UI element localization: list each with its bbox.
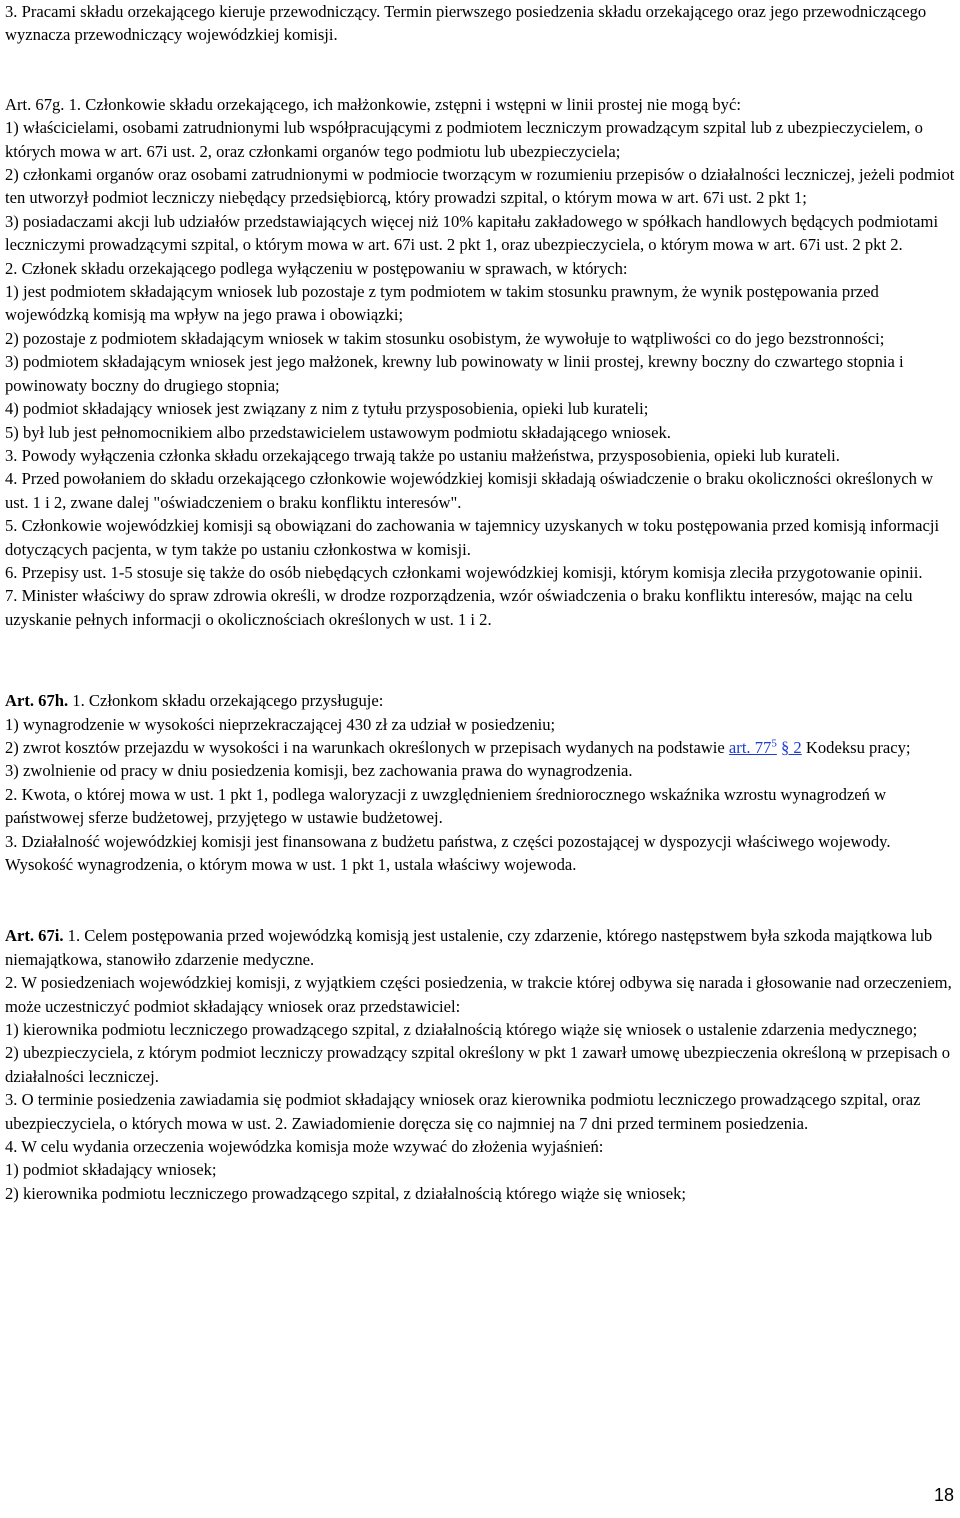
art67g-par-1 — [5, 93, 957, 116]
art67g-par-6: 6. Przepisy ust. 1-5 stosuje się także do osób niebędących członkami wojewódzkiej komisji, którym komisja zleciła przygotowanie opinii. — [5, 562, 923, 582]
art67h-label: Art. 67h. — [5, 691, 69, 711]
art67g-par-7: 7. Minister właściwy do spraw zdrowia określi, w drodze rozporządzenia, wzór oświadczenia o braku konfliktu interesów, mając na celu uzyskanie pełnych informacji o okolicznościach określonych w ust. 1 i 2. — [5, 586, 913, 629]
art67h-point-2-suffix: Kodeksu pracy; — [801, 737, 911, 757]
art67h-par-2: 2. Kwota, o której mowa w ust. 1 pkt 1, podlega waloryzacji z uwzględnieniem średniorocznego wskaźnika wzrostu wynagrodzeń w państwowej sferze budżetowej, przyjętego w ustawie budżetowej. — [5, 784, 887, 828]
art67i-par-4-point-2: 2) kierownika podmiotu leczniczego prowadzącego szpital, z działalnością którego wiąże się wniosek; — [5, 1183, 687, 1203]
art67h-par-3: 3. Działalność wojewódzkiej komisji jest finansowana z budżetu państwa, z części pozostającej w dyspozycji właściwego wojewody. Wysokość wynagrodzenia, o którym mowa w ust. 1 pkt 1, ustala właściwy wojewoda. — [5, 831, 891, 874]
art67i-par-3: 3. O terminie posiedzenia zawiadamia się podmiot składający wniosek oraz kierownika podmiotu leczniczego prowadzącego szpital, oraz ubezpieczyciela, o których mowa w ust. 2. Zawiadomienie doręcza się co najmniej na 7 dni przed terminem posiedzenia. — [5, 1090, 921, 1133]
art67i-par-1 — [5, 924, 957, 971]
art67g-par-2-point-1: 1) jest podmiotem składającym wniosek lub pozostaje z tym podmiotem w takim stosunku prawnym, że wynik postępowania przed wojewódzką komisją ma wpływ na jego prawa i obowiązki; — [5, 282, 879, 325]
article-67h — [5, 689, 957, 876]
kodeks-pracy-art-link[interactable] — [729, 738, 777, 757]
link-art-text: art. 77 — [728, 737, 772, 757]
art67g-par-2-point-4: 4) podmiot składający wniosek jest związany z nim z tytułu przysposobienia, opieki lub kurateli; — [5, 399, 649, 419]
art67g-label: Art. 67g. — [5, 94, 65, 114]
art67i-par-4-point-1: 1) podmiot składający wniosek; — [5, 1160, 217, 1180]
spacer — [5, 47, 957, 93]
art67i-par-1-text: 1. Celem postępowania przed wojewódzką komisją jest ustalenie, czy zdarzenie, którego następstwem była szkoda majątkowa lub niemajątkowa, stanowiło zdarzenie medyczne. — [5, 926, 933, 969]
art67i-par-2: 2. W posiedzeniach wojewódzkiej komisji, z wyjątkiem części posiedzenia, w trakcie której odbywa się narada i głosowanie nad orzeczeniem, może uczestniczyć podmiot składający wniosek oraz przedstawiciel: — [5, 973, 952, 1016]
kodeks-pracy-paragraph-link[interactable]: § 2 — [780, 737, 802, 757]
art67i-par-2-point-1: 1) kierownika podmiotu leczniczego prowadzącego szpital, z działalnością którego wiąże się wniosek o ustalenie zdarzenia medycznego; — [5, 1020, 918, 1040]
art67i-label: Art. 67i. — [5, 926, 64, 946]
art67i-par-2-point-2: 2) ubezpieczyciela, z którym podmiot leczniczy prowadzący szpital określony w pkt 1 zawarł umowę ubezpieczenia określoną w przepisach o działalności leczniczej. — [5, 1043, 951, 1086]
spacer — [5, 876, 957, 924]
art67h-par-1 — [5, 689, 957, 712]
document-page — [5, 0, 957, 1205]
article-67i — [5, 924, 957, 1205]
art67g-par-1-point-2: 2) członkami organów oraz osobami zatrudnionymi w podmiocie tworzącym w rozumieniu przepisów o działalności leczniczej, jeżeli podmiot ten utworzył podmiot leczniczy niebędący przedsiębiorcą, który prowadzi szpital, o którym mowa w art. 67i ust. 2 pkt 1; — [5, 165, 955, 208]
art67g-par-2-point-5: 5) był lub jest pełnomocnikiem albo przedstawicielem ustawowym podmiotu składającego wniosek. — [5, 422, 671, 442]
art67g-par-2: 2. Członek składu orzekającego podlega wyłączeniu w postępowaniu w sprawach, w których: — [5, 258, 628, 278]
art67h-par-1-text: 1. Członkom składu orzekającego przysługuje: — [68, 691, 384, 711]
link-superscript: 5 — [771, 737, 777, 750]
art67g-par-4: 4. Przed powołaniem do składu orzekającego członkowie wojewódzkiej komisji składają oświadczenie o braku okoliczności określonych w ust. 1 i 2, zwane dalej "oświadczeniem o braku konfliktu interesów". — [5, 469, 934, 512]
art67g-par-1-point-3: 3) posiadaczami akcji lub udziałów przedstawiających więcej niż 10% kapitału zakładowego w spółkach handlowych będących podmiotami leczniczymi prowadzącymi szpital, o którym mowa w art. 67i ust. 2 pkt 1, oraz ubezpieczyciela, o którym mowa w art. 67i ust. 2 pkt 2. — [5, 211, 939, 255]
art67h-par-1-point-1: 1) wynagrodzenie w wysokości nieprzekraczającej 430 zł za udział w posiedzeniu; — [5, 714, 556, 734]
art67i-par-4: 4. W celu wydania orzeczenia wojewódzka komisja może wzywać do złożenia wyjaśnień: — [5, 1137, 604, 1157]
page-number: 18 — [933, 1485, 954, 1505]
art67g-par-1-text: 1. Członkowie składu orzekającego, ich małżonkowie, zstępni i wstępni w linii prostej nie mogą być: — [64, 94, 741, 114]
art67h-point-2-text: 2) zwrot kosztów przejazdu w wysokości i na warunkach określonych w przepisach wydanych na podstawie — [5, 737, 729, 757]
art67g-par-3: 3. Powody wyłączenia członka składu orzekającego trwają także po ustaniu małżeństwa, przysposobienia, opieki lub kurateli. — [5, 445, 840, 465]
art67g-par-2-point-2: 2) pozostaje z podmiotem składającym wniosek w takim stosunku osobistym, że wywołuje to wątpliwości co do jego bezstronności; — [5, 328, 885, 348]
art67h-par-1-point-2 — [5, 736, 957, 759]
article-67g — [5, 93, 957, 631]
art67h-par-1-point-3: 3) zwolnienie od pracy w dniu posiedzenia komisji, bez zachowania prawa do wynagrodzenia. — [5, 761, 633, 781]
paragraph-3: 3. Pracami składu orzekającego kieruje przewodniczący. Termin pierwszego posiedzenia składu orzekającego oraz jego przewodniczącego wyznacza przewodniczący wojewódzkiej komisji. — [5, 2, 927, 45]
art67g-par-2-point-3: 3) podmiotem składającym wniosek jest jego małżonek, krewny lub powinowaty w linii prostej, krewny boczny do czwartego stopnia i powinowaty boczny do drugiego stopnia; — [5, 352, 904, 395]
art67g-par-1-point-1: 1) właścicielami, osobami zatrudnionymi lub współpracującymi z podmiotem leczniczym prowadzącym szpital lub z ubezpieczycielem, o których mowa w art. 67i ust. 2, oraz członkami organów tego podmiotu lub ubezpieczyciela; — [5, 118, 923, 161]
art67g-par-5: 5. Członkowie wojewódzkiej komisji są obowiązani do zachowania w tajemnicy uzyskanych w toku postępowania przed komisją informacji dotyczących pacjenta, w tym także po ustaniu członkostwa w komisji. — [5, 516, 940, 559]
spacer — [5, 631, 957, 689]
